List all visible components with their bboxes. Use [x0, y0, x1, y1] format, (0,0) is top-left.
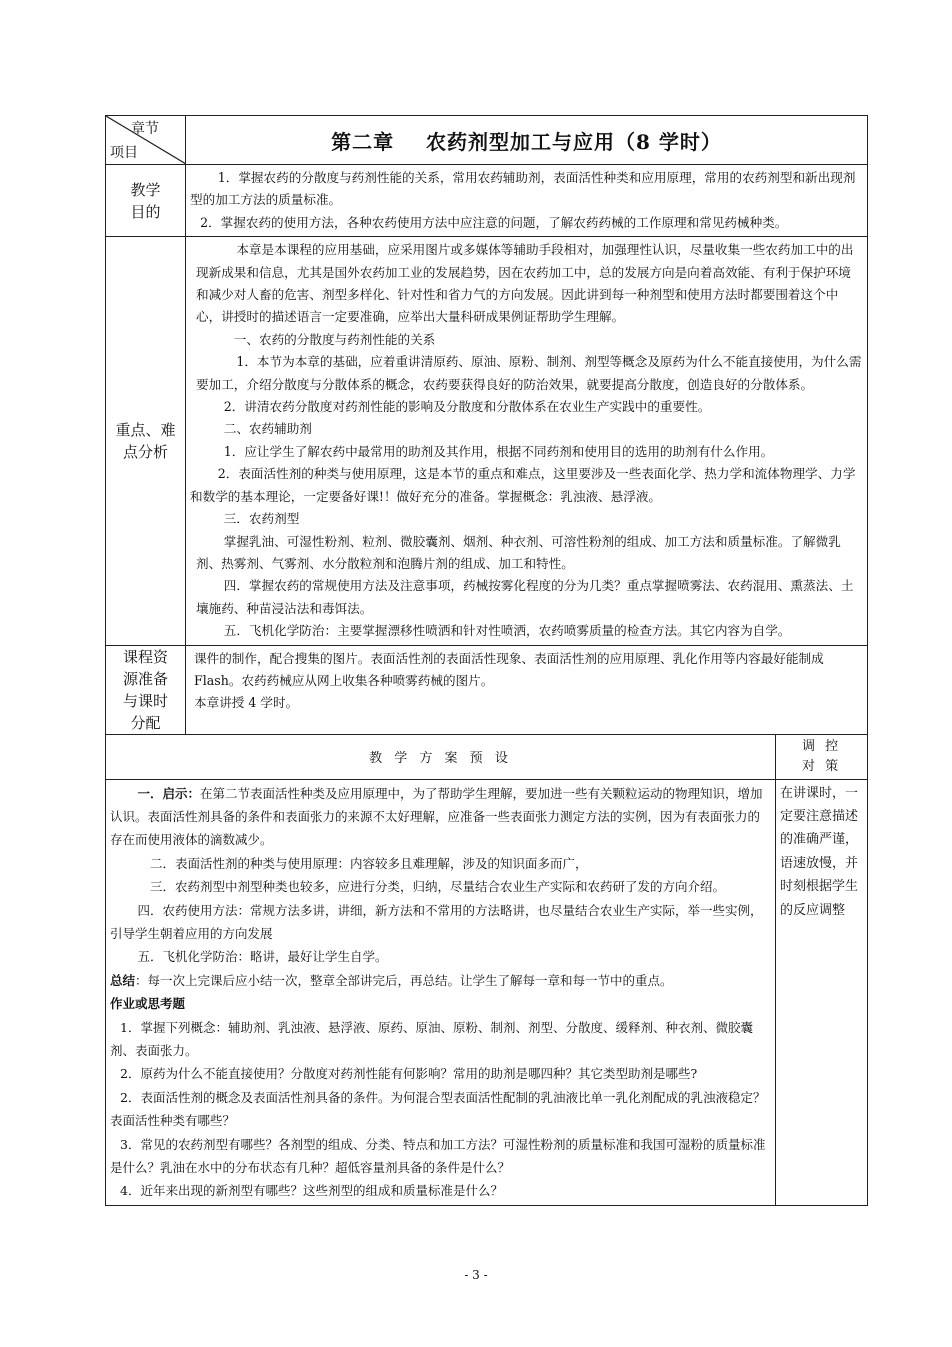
question-3: 2．表面活性剂的概念及表面活性剂具备的条件。为何混合型表面活性配制的乳油液比单一乳化剂配成的乳浊液稳定？表面活性种类有哪些？	[110, 1089, 766, 1129]
analysis-label: 重点、难 点分析	[106, 237, 186, 645]
plan-item-1	[110, 782, 771, 852]
resources-label: 课程资 源准备 与课时 分配	[106, 645, 186, 734]
plan-item-4: 四．农药使用方法：常规方法多讲，讲细，新方法和不常用的方法略讲，也尽量结合农业生产实际，举一些实例，引导学生朝着应用的方向发展	[110, 902, 763, 941]
analysis-para: 1．应让学生了解农药中最常用的助剂及其作用，根据不同药剂和使用目的选用的助剂有什么作用。	[223, 443, 774, 459]
analysis-para: 四．掌握农药的常规使用方法及注意事项，药械按雾化程度的分为几类？重点掌握喷雾法、农药混用、熏蒸法、土壤施药、种苗浸沾法和毒饵法。	[196, 578, 854, 616]
question-1: 1．掌握下列概念：辅助剂、乳浊液、悬浮液、原药、原油、原粉、制剂、剂型、分散度、缓释剂、种衣剂、微胶囊剂、表面张力。	[110, 1019, 753, 1058]
lesson-plan-table	[105, 115, 868, 1206]
corner-top-label: 章节	[131, 121, 159, 137]
resources-line-1: 课件的制作，配合搜集的图片。表面活性剂的表面活性现象、表面活性剂的应用原理、乳化作用等内容最好能制成 Flash。农药药械应从网上收集各种喷雾药械的图片。	[194, 650, 824, 688]
goal-line-2: 2．掌握农药的使用方法，各种农药使用方法中应注意的问题，了解农药药械的工作原理和常见药械种类。	[200, 214, 788, 230]
goals-label: 教学 目的	[106, 165, 186, 237]
plan-item-1-lead: 一．启示：	[137, 785, 201, 801]
analysis-content	[186, 237, 868, 645]
analysis-para: 掌握乳油、可湿性粉剂、粒剂、微胶囊剂、烟剂、种衣剂、可溶性粉剂的组成、加工方法和质量标准。了解微乳剂、热雾剂、气雾剂、水分散粒剂和泡腾片剂的组成、加工和特性。	[196, 533, 841, 571]
corner-cell	[106, 116, 186, 165]
analysis-para: 2．讲清农药分散度对药剂性能的影响及分散度和分散体系在农业生产实践中的重要性。	[223, 399, 711, 415]
analysis-para: 五．飞机化学防治：主要掌握漂移性喷洒和针对性喷洒，农药喷雾质量的检查方法。其它内容为自学。	[223, 623, 791, 639]
plan-item-1-text: 在第二节表面活性种类及应用原理中，为了帮助学生理解，要加进一些有关颗粒运动的物理知识，增加认识。表面活性剂具备的条件和表面张力的来源不太好理解，应准备一些表面张力测定方法的实例，因为有表面张力的存在而使用液体的滴数减少。	[110, 785, 763, 848]
summary-lead: 总结	[110, 972, 136, 988]
question-5: 4．近年来出现的新剂型有哪些？这些剂型的组成和质量标准是什么？	[120, 1183, 503, 1199]
corner-bottom-label: 项目	[110, 145, 138, 161]
analysis-para: 本章是本课程的应用基础，应采用图片或多媒体等辅助手段相对，加强理性认识，尽量收集一些农药加工中的出现新成果和信息，尤其是国外农药加工业的发展趋势，因在农药加工中，总的发展方向是向着高效能、有利于保护环境和减少对人畜的危害、剂型多样化、针对性和省力气的方向发展。因此讲到每一种剂型和使用方法时都要围着这个中心，讲授时的描述语言一定要准确，应举出大量科研成果例证帮助学生理解。	[196, 242, 854, 325]
resources-content	[186, 645, 868, 734]
resources-line-2: 本章讲授 4 学时。	[194, 695, 299, 711]
plan-header: 教 学 方 案 预 设	[106, 734, 776, 779]
analysis-heading: 一、农药的分散度与药剂性能的关系	[233, 331, 436, 347]
question-4: 3．常见的农药剂型有哪些？各剂型的组成、分类、特点和加工方法？可湿性粉剂的质量标准和我国可湿粉的质量标准是什么？乳油在水中的分布状态有几种？超低容量剂具备的条件是什么？	[110, 1136, 766, 1176]
adjust-content: 在讲课时，一定要注意描述的准确严谨，语速放慢，并时刻根据学生的反应调整	[776, 779, 868, 1205]
goals-content	[186, 165, 868, 237]
summary-text: ：每一次上完课后应小结一次，整章全部讲完后，再总结。让学生了解每一章和每一节中的重点。	[135, 972, 673, 988]
question-2: 2．原药为什么不能直接使用？分散度对药剂性能有何影响？常用的助剂是哪四种？其它类型助剂是哪些?	[120, 1066, 698, 1082]
plan-item-2: 二．表面活性剂的种类与使用原理：内容较多且难理解，涉及的知识面多而广，	[150, 855, 588, 871]
analysis-heading: 二、农药辅助剂	[223, 421, 312, 437]
page-number: - 3 -	[464, 1268, 488, 1282]
chapter-title: 第二章 农药剂型加工与应用（8 学时）	[186, 116, 868, 165]
analysis-heading: 三．农药剂型	[223, 511, 300, 527]
analysis-para: 1．本节为本章的基础，应着重讲清原药、原油、原粉、制剂、剂型等概念及原药为什么不能直接使用，为什么需要加工，介绍分散度与分散体系的概念，农药要获得良好的防治效果，就要提高分散度，创造良好的分散体系。	[196, 354, 862, 392]
homework-title: 作业或思考题	[110, 996, 186, 1012]
adjust-header: 调 控 对 策	[776, 734, 868, 779]
plan-item-5: 五．飞机化学防治：略讲，最好让学生自学。	[137, 949, 388, 965]
analysis-para: 2．表面活性剂的种类与使用原理，这是本节的重点和难点，这里要涉及一些表面化学、热力学和流体物理学、力学和数学的基本理论，一定要备好课!！做好充分的准备。掌握概念：乳浊液、悬浮液。	[190, 466, 856, 504]
plan-item-3: 三．农药剂型中剂型种类也较多，应进行分类，归纳，尽量结合农业生产实际和农药研了发的方向介绍。	[150, 879, 726, 895]
summary-line	[110, 969, 771, 992]
goal-line-1: 1．掌握农药的分散度与药剂性能的关系，常用农药辅助剂，表面活性种类和应用原理，常用的农药剂型和新出现剂型的加工方法的质量标准。	[190, 170, 856, 208]
plan-content	[106, 779, 776, 1205]
